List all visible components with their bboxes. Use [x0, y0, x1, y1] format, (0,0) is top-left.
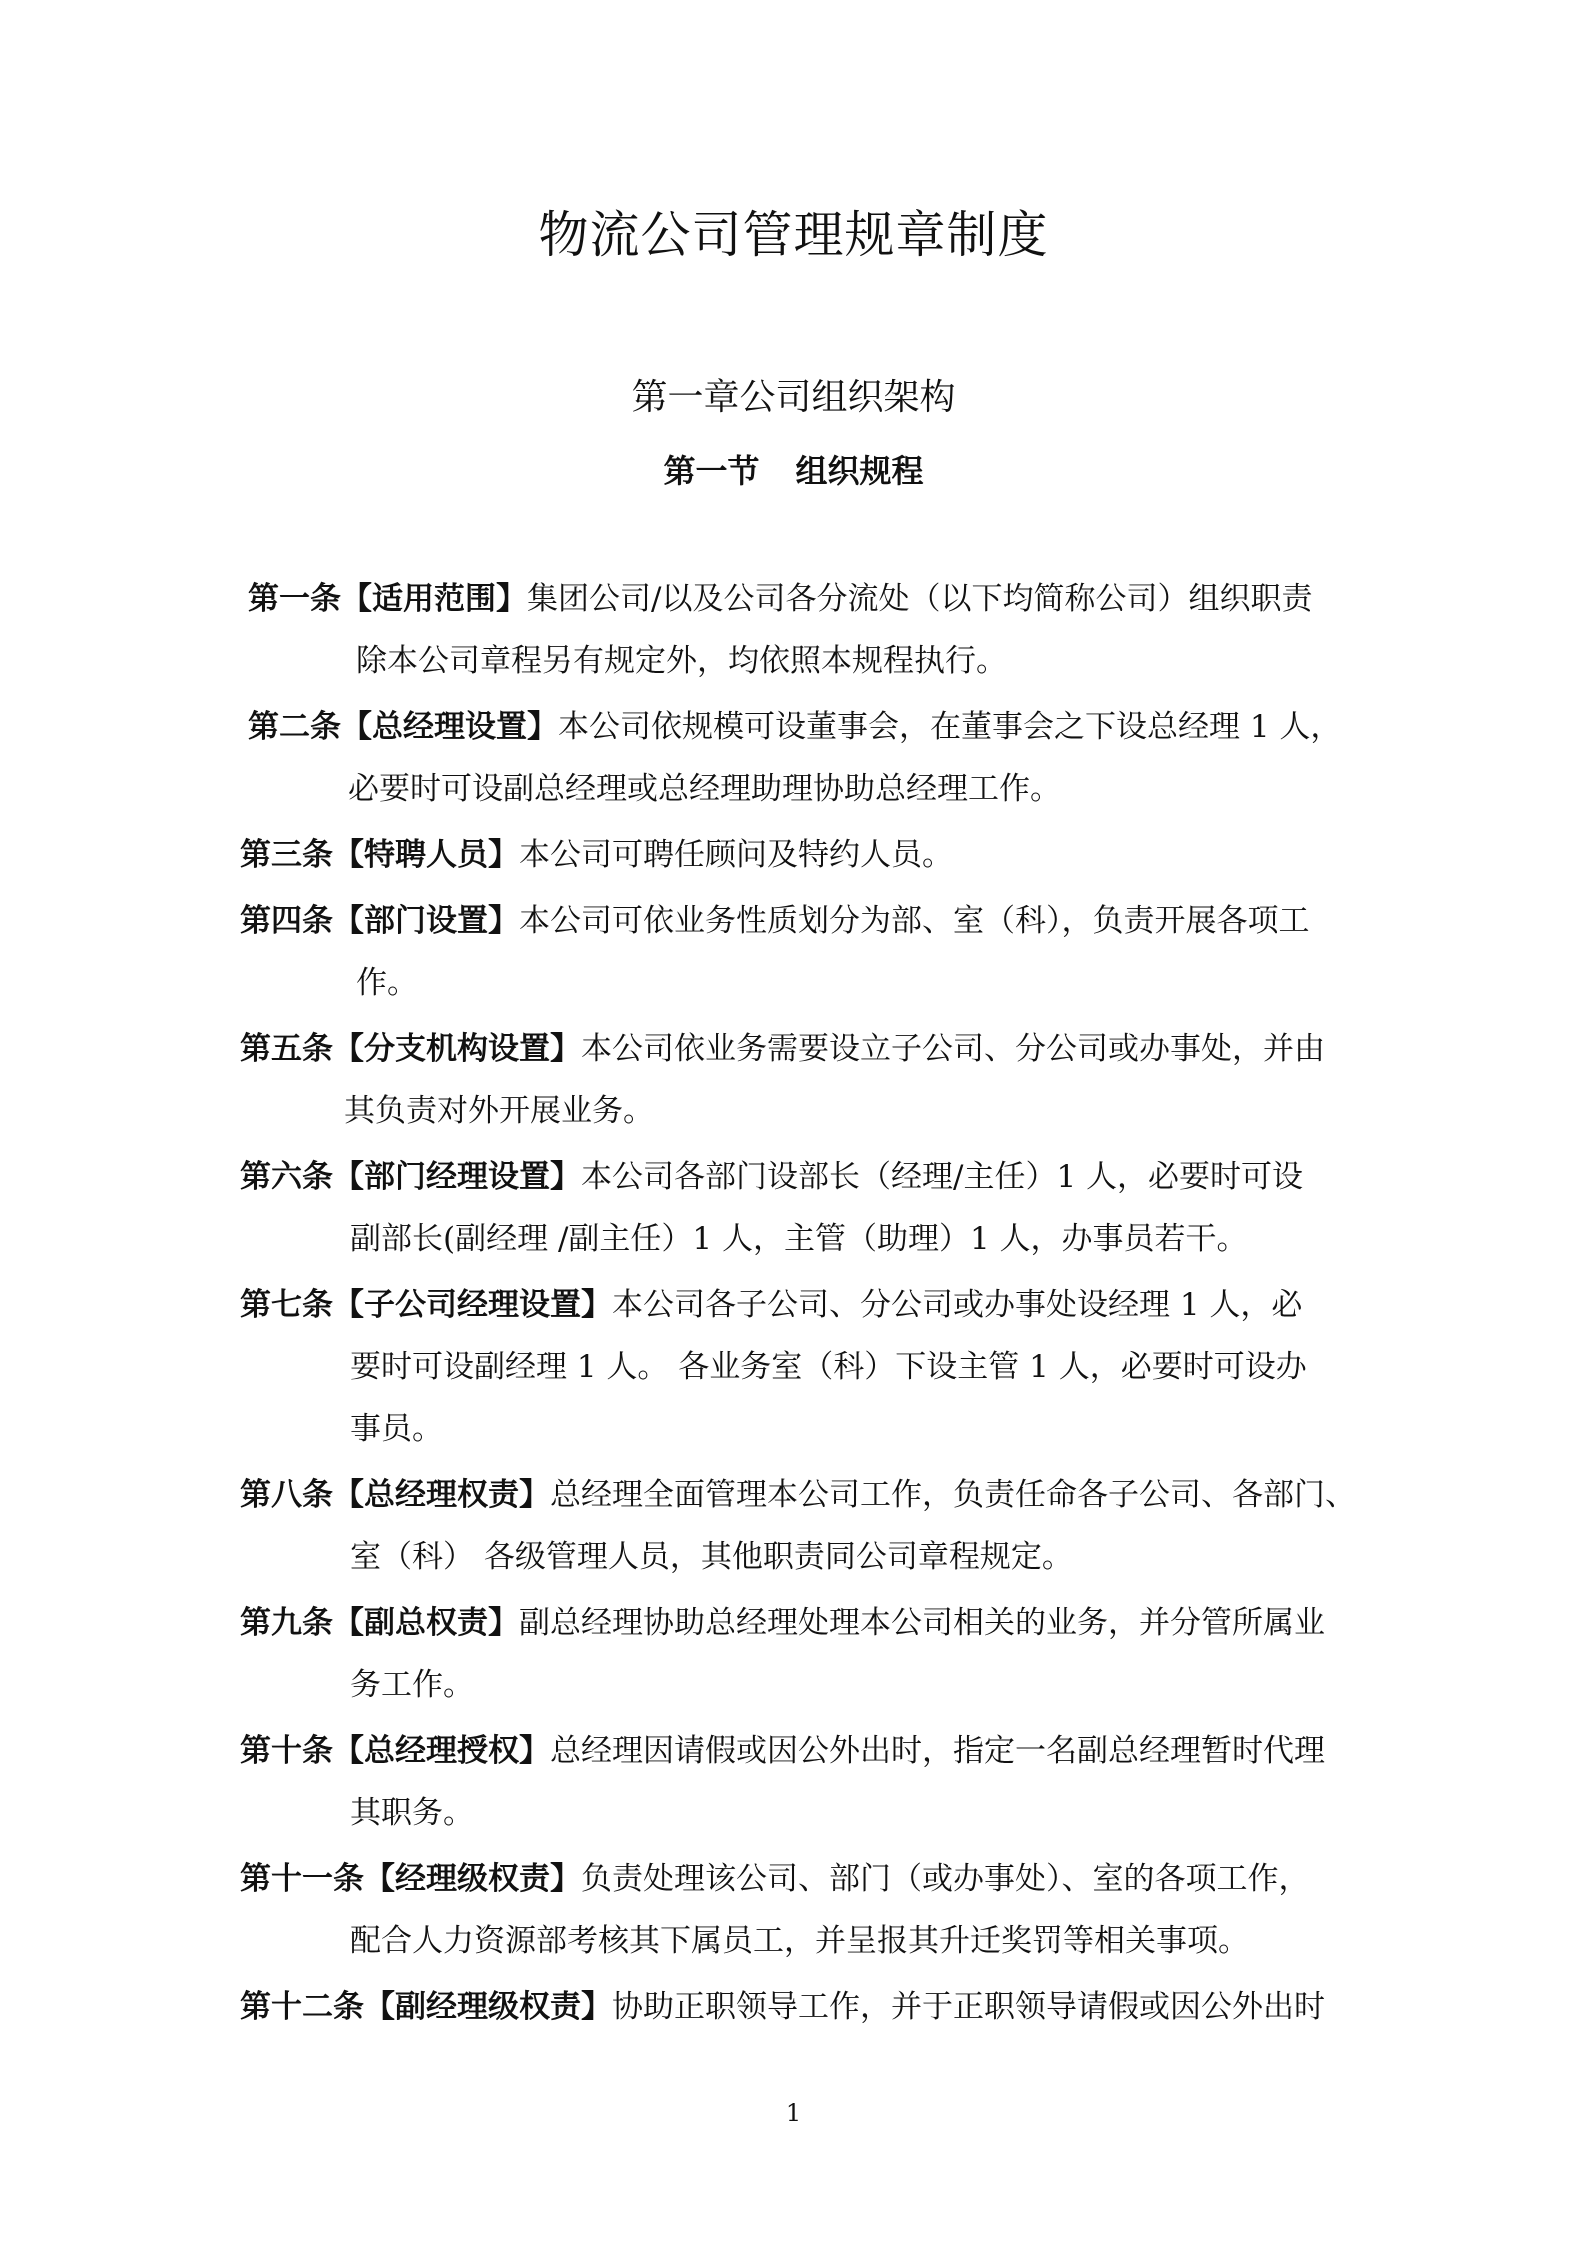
- article-4: [0, 890, 1587, 1014]
- article-text: 集团公司/以及公司各分流处（以下均简称公司）组织职责: [527, 581, 1313, 617]
- article-label: 第十条【总经理授权】: [240, 1733, 550, 1769]
- article-label: 第三条【特聘人员】: [240, 837, 519, 873]
- article-text: 协助正职领导工作，并于正职领导请假或因公外出时: [612, 1989, 1325, 2025]
- article-label: 第六条【部门经理设置】: [240, 1159, 581, 1195]
- article-text: 副总经理协助总经理处理本公司相关的业务，并分管所属业: [519, 1605, 1325, 1641]
- article-first-line: [0, 824, 1587, 886]
- article-text: 事员。: [350, 1411, 443, 1447]
- article-text: 负责处理该公司、部门（或办事处）、室的各项工作，: [581, 1861, 1310, 1897]
- article-11: [0, 1848, 1587, 1972]
- article-8: [0, 1464, 1587, 1588]
- article-first-line: [0, 1146, 1587, 1208]
- article-first-line: [0, 1592, 1587, 1654]
- article-text: 要时可设副经理 1 人。 各业务室（科）下设主管 1 人，必要时可设办: [350, 1349, 1307, 1385]
- article-first-line: [0, 1976, 1587, 2038]
- document-title: 物流公司管理规章制度: [538, 206, 1049, 264]
- article-3: [0, 824, 1587, 886]
- article-first-line: [0, 890, 1587, 952]
- article-7: [0, 1274, 1587, 1460]
- article-text: 室（科） 各级管理人员，其他职责同公司章程规定。: [350, 1539, 1073, 1575]
- article-label: 第七条【子公司经理设置】: [240, 1287, 612, 1323]
- article-label: 第五条【分支机构设置】: [240, 1031, 581, 1067]
- article-2: [0, 696, 1587, 820]
- article-text: 本公司可聘任顾问及特约人员。: [519, 837, 953, 873]
- article-text: 配合人力资源部考核其下属员工，并呈报其升迁奖罚等相关事项。: [350, 1923, 1249, 1959]
- section-label: 第一节: [663, 452, 760, 490]
- article-1: [0, 568, 1587, 692]
- article-12: [0, 1976, 1587, 2038]
- article-text: 其负责对外开展业务。: [344, 1093, 654, 1129]
- article-text: 总经理全面管理本公司工作，负责任命各子公司、各部门、: [550, 1477, 1356, 1513]
- article-first-line: [0, 1018, 1587, 1080]
- article-first-line: [0, 568, 1587, 630]
- article-5: [0, 1018, 1587, 1142]
- article-continuation-line: [0, 758, 1587, 820]
- article-continuation-line: [0, 1336, 1587, 1398]
- article-text: 本公司依规模可设董事会，在董事会之下设总经理 1 人，: [558, 709, 1342, 745]
- article-first-line: [0, 1848, 1587, 1910]
- article-10: [0, 1720, 1587, 1844]
- article-label: 第八条【总经理权责】: [240, 1477, 550, 1513]
- article-first-line: [0, 1464, 1587, 1526]
- article-continuation-line: [0, 1080, 1587, 1142]
- article-text: 必要时可设副总经理或总经理助理协助总经理工作。: [348, 771, 1061, 807]
- article-text: 总经理因请假或因公外出时，指定一名副总经理暂时代理: [550, 1733, 1325, 1769]
- article-9: [0, 1592, 1587, 1716]
- article-text: 本公司各部门设部长（经理/主任）1 人，必要时可设: [581, 1159, 1304, 1195]
- article-continuation-line: [0, 1398, 1587, 1460]
- article-text: 除本公司章程另有规定外，均依照本规程执行。: [356, 643, 1007, 679]
- article-continuation-line: [0, 1208, 1587, 1270]
- article-continuation-line: [0, 1910, 1587, 1972]
- article-label: 第九条【副总权责】: [240, 1605, 519, 1641]
- section-title: [0, 448, 1587, 494]
- page-number: 1: [785, 2099, 802, 2127]
- article-label: 第二条【总经理设置】: [248, 709, 558, 745]
- article-first-line: [0, 696, 1587, 758]
- article-text: 本公司各子公司、分公司或办事处设经理 1 人，必: [612, 1287, 1303, 1323]
- article-label: 第四条【部门设置】: [240, 903, 519, 939]
- article-text: 本公司依业务需要设立子公司、分公司或办事处，并由: [581, 1031, 1325, 1067]
- article-continuation-line: [0, 1782, 1587, 1844]
- articles-list: [0, 568, 1587, 2038]
- article-continuation-line: [0, 1654, 1587, 1716]
- article-6: [0, 1146, 1587, 1270]
- article-continuation-line: [0, 630, 1587, 692]
- article-text: 副部长(副经理 /副主任）1 人，主管（助理）1 人，办事员若干。: [350, 1221, 1248, 1257]
- article-label: 第一条【适用范围】: [248, 581, 527, 617]
- article-text: 务工作。: [350, 1667, 474, 1703]
- article-text: 本公司可依业务性质划分为部、室（科），负责开展各项工: [519, 903, 1310, 939]
- section-name: 组织规程: [795, 452, 924, 490]
- article-label: 第十二条【副经理级权责】: [240, 1989, 612, 2025]
- article-first-line: [0, 1274, 1587, 1336]
- article-continuation-line: [0, 1526, 1587, 1588]
- article-first-line: [0, 1720, 1587, 1782]
- chapter-title: 第一章公司组织架构: [631, 377, 956, 418]
- article-text: 其职务。: [350, 1795, 474, 1831]
- article-continuation-line: [0, 952, 1587, 1014]
- article-label: 第十一条【经理级权责】: [240, 1861, 581, 1897]
- article-text: 作。: [356, 965, 418, 1001]
